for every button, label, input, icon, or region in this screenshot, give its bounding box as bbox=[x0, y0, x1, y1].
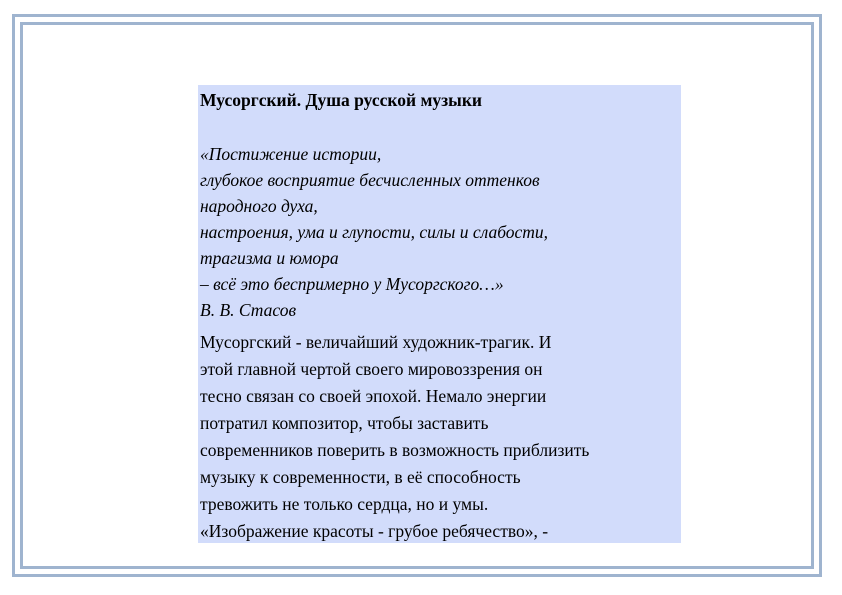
body-line: Мусоргский - величайший художник-трагик. И bbox=[200, 332, 552, 352]
body-line: музыку к современности, в её способность bbox=[200, 467, 521, 487]
quote-line: настроения, ума и глупости, силы и слабости, bbox=[200, 222, 549, 242]
quote-line: глубокое восприятие бесчисленных оттенков bbox=[200, 170, 540, 190]
body-line: «Изображение красоты - грубое ребячество», - bbox=[200, 521, 549, 541]
body-line: тревожить не только сердца, но и умы. bbox=[200, 494, 489, 514]
quote-line: «Постижение истории, bbox=[200, 144, 382, 164]
body-line: потратил композитор, чтобы заставить bbox=[200, 413, 489, 433]
quote-line: народного духа, bbox=[200, 196, 318, 216]
quote-author: В. В. Стасов bbox=[200, 300, 297, 320]
quote-line: трагизма и юмора bbox=[200, 248, 339, 268]
text-block bbox=[198, 85, 681, 543]
body-line: современников поверить в возможность приблизить bbox=[200, 440, 590, 460]
document-title: Мусоргский. Душа русской музыки bbox=[200, 90, 482, 110]
quote-line: – всё это беспримерно у Мусоргского…» bbox=[200, 274, 504, 294]
body-line: тесно связан со своей эпохой. Немало энергии bbox=[200, 386, 547, 406]
body-line: этой главной чертой своего мировоззрения он bbox=[200, 359, 543, 379]
